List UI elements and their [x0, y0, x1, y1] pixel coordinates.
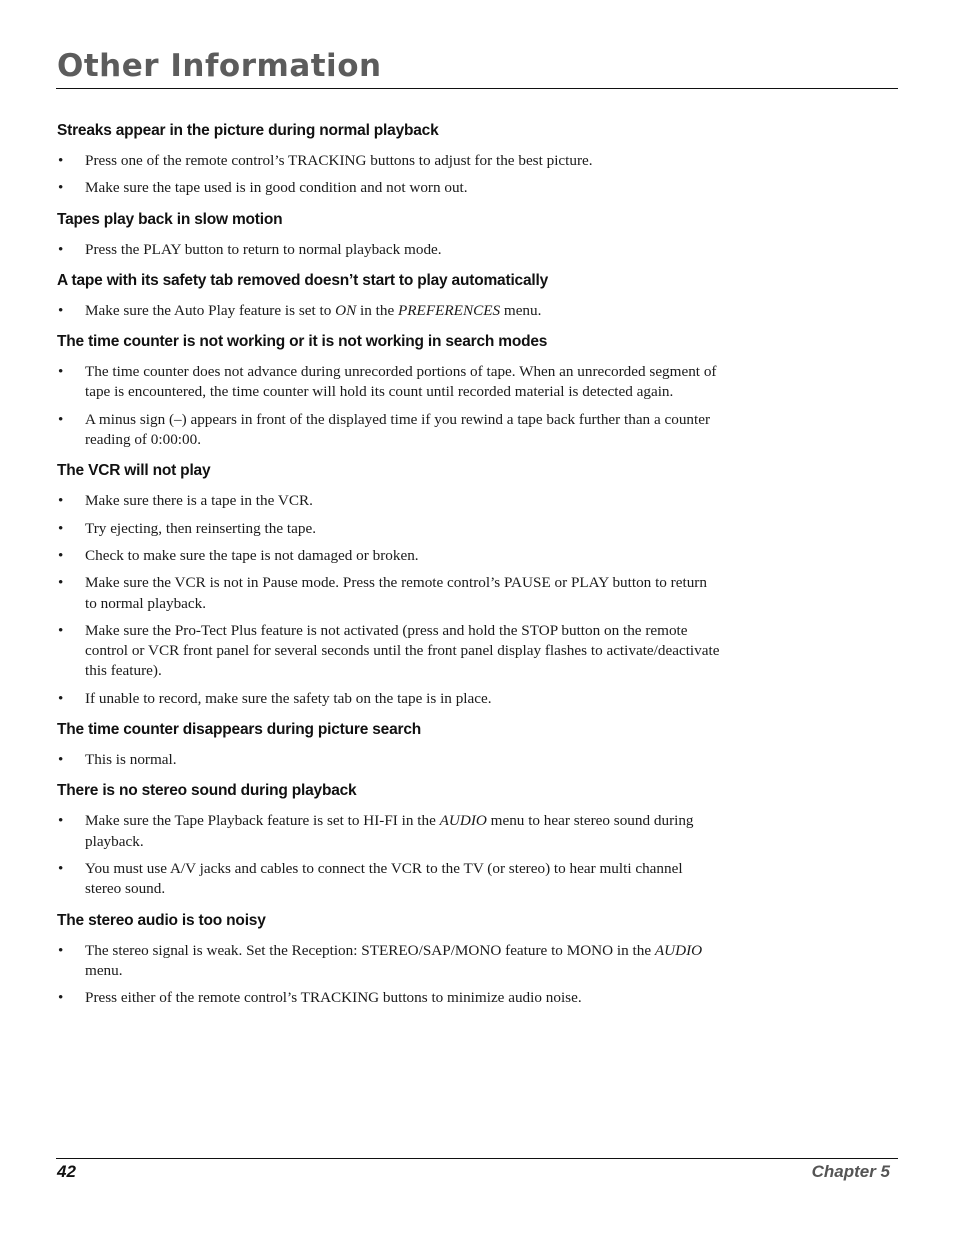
list-item-emphasis: AUDIO — [439, 812, 487, 830]
list-item — [57, 988, 722, 1008]
list-item — [57, 621, 722, 682]
bullet-list — [57, 362, 722, 450]
troubleshooting-content — [57, 120, 722, 1018]
list-item — [57, 519, 722, 539]
bullet-icon: • — [58, 363, 64, 381]
list-item-text: Check to make sure the tape is not damaged or broken. — [85, 546, 419, 564]
bullet-icon: • — [58, 621, 64, 639]
bullet-icon: • — [58, 492, 64, 510]
list-item — [57, 546, 722, 566]
section-safety-tab — [57, 270, 722, 321]
bullet-icon: • — [58, 301, 64, 319]
bullet-icon: • — [58, 689, 64, 707]
list-item-text: menu. — [500, 301, 542, 319]
section-heading: Streaks appear in the picture during normal playback — [57, 122, 439, 139]
section-streaks — [57, 120, 722, 199]
list-item-text: The time counter does not advance during unrecorded portions of tape. When an unrecorded segment of tape is encountered, the time counter will hold its count until recorded material is detected again. — [85, 363, 717, 401]
bullet-icon: • — [58, 152, 64, 169]
section-slow-motion — [57, 209, 722, 260]
bullet-icon: • — [58, 751, 64, 769]
list-item — [57, 151, 722, 171]
list-item — [57, 491, 722, 511]
section-heading: Tapes play back in slow motion — [57, 210, 283, 228]
section-heading: The time counter disappears during picture search — [57, 721, 422, 739]
bullet-icon: • — [58, 240, 64, 258]
bullet-list — [57, 941, 722, 1009]
bullet-list — [57, 151, 722, 199]
bullet-list — [57, 811, 722, 899]
section-heading: There is no stereo sound during playback — [57, 782, 357, 800]
title-divider — [56, 88, 898, 89]
list-item-text: Try ejecting, then reinserting the tape. — [85, 519, 316, 537]
section-heading: The stereo audio is too noisy — [57, 911, 266, 929]
section-vcr-will-not-play — [57, 460, 722, 709]
bullet-list — [57, 301, 722, 321]
section-noisy-audio — [57, 910, 722, 1009]
list-item-text: Make sure there is a tape in the VCR. — [85, 492, 313, 510]
section-time-counter — [57, 331, 722, 450]
list-item-text: Make sure the VCR is not in Pause mode. Press the remote control’s PAUSE or PLAY button to return to normal playback. — [85, 574, 707, 612]
footer-divider — [56, 1158, 898, 1159]
chapter-label: Chapter 5 — [811, 1162, 890, 1181]
section-counter-disappears — [57, 719, 722, 770]
list-item — [57, 811, 722, 852]
section-heading: A tape with its safety tab removed doesn’t start to play automatically — [57, 271, 549, 289]
list-item-text: If unable to record, make sure the safety tab on the tape is in place. — [85, 689, 492, 707]
list-item-text: A minus sign (–) appears in front of the displayed time if you rewind a tape back further than a counter reading of 0:00:00. — [85, 410, 711, 449]
list-item — [57, 573, 722, 614]
bullet-icon: • — [58, 812, 64, 830]
list-item — [57, 362, 722, 403]
list-item — [57, 941, 722, 982]
bullet-icon: • — [58, 546, 64, 564]
list-item-text: Press one of the remote control’s TRACKING buttons to adjust for the best picture. — [85, 152, 593, 169]
list-item-emphasis: AUDIO — [654, 941, 703, 959]
list-item — [57, 178, 722, 198]
bullet-icon: • — [58, 941, 64, 959]
bullet-list — [57, 491, 722, 709]
bullet-icon: • — [58, 989, 64, 1007]
list-item-emphasis: ON — [335, 301, 357, 319]
list-item-text: Make sure the Pro-Tect Plus feature is not activated (press and hold the STOP button on the remote control or VCR front panel for several seconds until the front panel display flashes to activate/deactivate this feature). — [85, 621, 720, 680]
list-item-text: Make sure the tape used is in good condition and not worn out. — [85, 179, 468, 197]
list-item-text: menu to hear stereo sound during playback. — [85, 812, 694, 850]
list-item-text: Make sure the Auto Play feature is set to — [85, 301, 336, 319]
section-heading: The VCR will not play — [57, 462, 211, 480]
page-number: 42 — [57, 1162, 76, 1181]
page-title: Other Information — [57, 48, 382, 84]
list-item-text: Press either of the remote control’s TRACKING buttons to minimize audio noise. — [85, 989, 582, 1007]
section-no-stereo — [57, 780, 722, 899]
bullet-icon: • — [58, 574, 64, 592]
list-item — [57, 689, 722, 709]
bullet-list — [57, 750, 722, 770]
list-item-text: Press the PLAY button to return to normal playback mode. — [85, 240, 442, 258]
list-item — [57, 301, 722, 321]
bullet-list — [57, 240, 722, 260]
list-item-emphasis: PREFERENCES — [398, 301, 501, 319]
list-item-text: This is normal. — [85, 751, 177, 769]
bullet-icon: • — [58, 179, 64, 197]
list-item — [57, 410, 722, 451]
list-item-text: The stereo signal is weak. Set the Reception: STEREO/SAP/MONO feature to MONO in the — [85, 941, 655, 959]
list-item — [57, 859, 722, 900]
list-item-text: menu. — [85, 961, 123, 979]
list-item — [57, 750, 722, 770]
list-item-text: in the — [356, 301, 398, 319]
list-item — [57, 240, 722, 260]
section-heading: The time counter is not working or it is not working in search modes — [57, 333, 548, 351]
bullet-icon: • — [58, 859, 64, 877]
bullet-icon: • — [58, 519, 64, 537]
bullet-icon: • — [58, 410, 64, 428]
list-item-text: Make sure the Tape Playback feature is set to HI-FI in the — [85, 812, 440, 830]
list-item-text: You must use A/V jacks and cables to connect the VCR to the TV (or stereo) to hear multi channel stereo sound. — [85, 859, 683, 898]
